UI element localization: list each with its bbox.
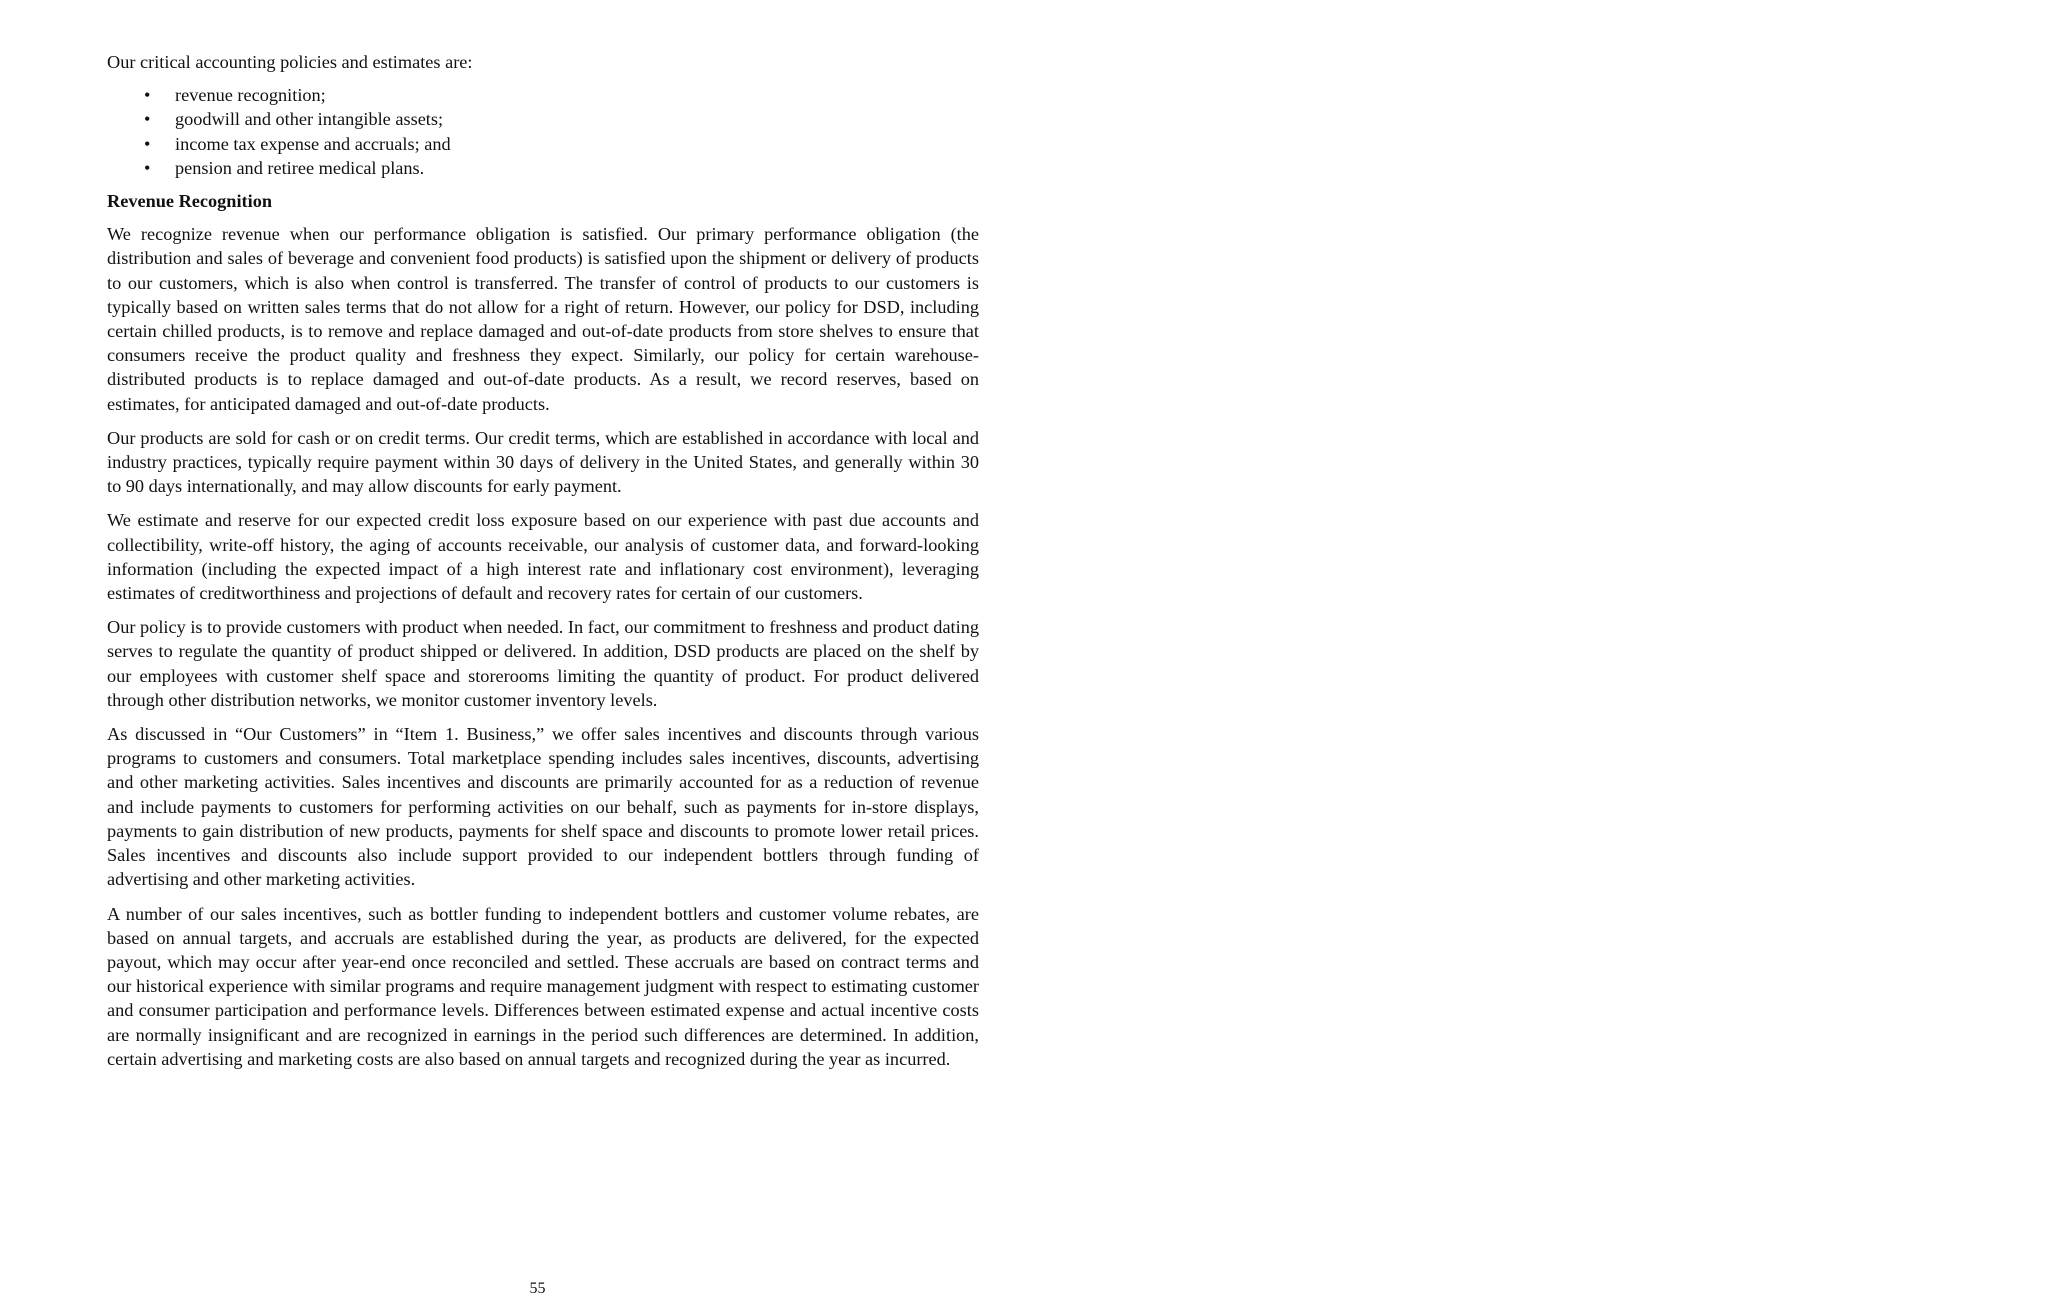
list-item [107, 132, 979, 156]
paragraph: A number of our sales incentives, such as bottler funding to independent bottlers and customer volume rebates, are based on annual targets, and accruals are established during the year, as products are delivered, for the expected payout, which may occur after year-end once reconciled and settled. These accruals are based on contract terms and our historical experience with similar programs and require management judgment with respect to estimating customer and consumer participation and performance levels. Differences between estimated expense and actual incentive costs are normally insignificant and are recognized in earnings in the period such differences are determined. In addition, certain advertising and marketing costs are also based on annual targets and recognized during the year as incurred. [107, 903, 979, 1069]
bullet-icon: • [144, 133, 151, 154]
document-page [107, 50, 979, 1081]
list-item-text: revenue recognition; [175, 85, 326, 106]
paragraph: Our products are sold for cash or on credit terms. Our credit terms, which are established in accordance with local and industry practices, typically require payment within 30 days of delivery in the United States, and generally within 30 to 90 days internationally, and may allow discounts for early payment. [107, 427, 979, 497]
intro-text: Our critical accounting policies and estimates are: [107, 52, 473, 72]
policy-list [107, 83, 979, 180]
list-item-text: pension and retiree medical plans. [175, 157, 425, 178]
page-number: 55 [529, 1280, 546, 1297]
bullet-icon: • [144, 157, 151, 178]
paragraph: Our policy is to provide customers with product when needed. In fact, our commitment to freshness and product dating serves to regulate the quantity of product shipped or delivered. In addition, DSD products are placed on the shelf by our employees with customer shelf space and storerooms limiting the quantity of product. For product delivered through other distribution networks, we monitor customer inventory levels. [107, 617, 979, 710]
paragraph: We estimate and reserve for our expected credit loss exposure based on our experience with past due accounts and collectibility, write-off history, the aging of accounts receivable, our analysis of customer data, and forward-looking information (including the expected impact of a high interest rate and inflationary cost environment), leveraging estimates of creditworthiness and projections of default and recovery rates for certain of our customers. [107, 510, 979, 604]
paragraph: We recognize revenue when our performance obligation is satisfied. Our primary performance obligation (the distribution and sales of beverage and convenient food products) is satisfied upon the shipment or delivery of products to our customers, which is also when control is transferred. The transfer of control of products to our customers is typically based on written sales terms that do not allow for a right of return. However, our policy for DSD, including certain chilled products, is to remove and replace damaged and out-of-date products from store shelves to ensure that consumers receive the product quality and freshness they expect. Similarly, our policy for certain warehouse-distributed products is to replace damaged and out-of-date products. As a result, we record reserves, based on estimates, for anticipated damaged and out-of-date products. [107, 224, 979, 414]
list-item-text: income tax expense and accruals; and [175, 133, 451, 154]
list-item [107, 156, 979, 180]
list-item-text: goodwill and other intangible assets; [175, 109, 444, 130]
paragraph: As discussed in “Our Customers” in “Item 1. Business,” we offer sales incentives and discounts through various programs to customers and consumers. Total marketplace spending includes sales incentives, discounts, advertising and other marketing activities. Sales incentives and discounts are primarily accounted for as a reduction of revenue and include payments to customers for performing activities on our behalf, such as payments for in-store displays, payments to gain distribution of new products, payments for shelf space and discounts to promote lower retail prices. Sales incentives and discounts also include support provided to our independent bottlers through funding of advertising and other marketing activities. [107, 724, 979, 890]
bullet-icon: • [144, 109, 151, 130]
section-heading: Revenue Recognition [107, 191, 273, 212]
bullet-icon: • [144, 85, 151, 106]
list-item [107, 83, 979, 107]
list-item [107, 107, 979, 131]
